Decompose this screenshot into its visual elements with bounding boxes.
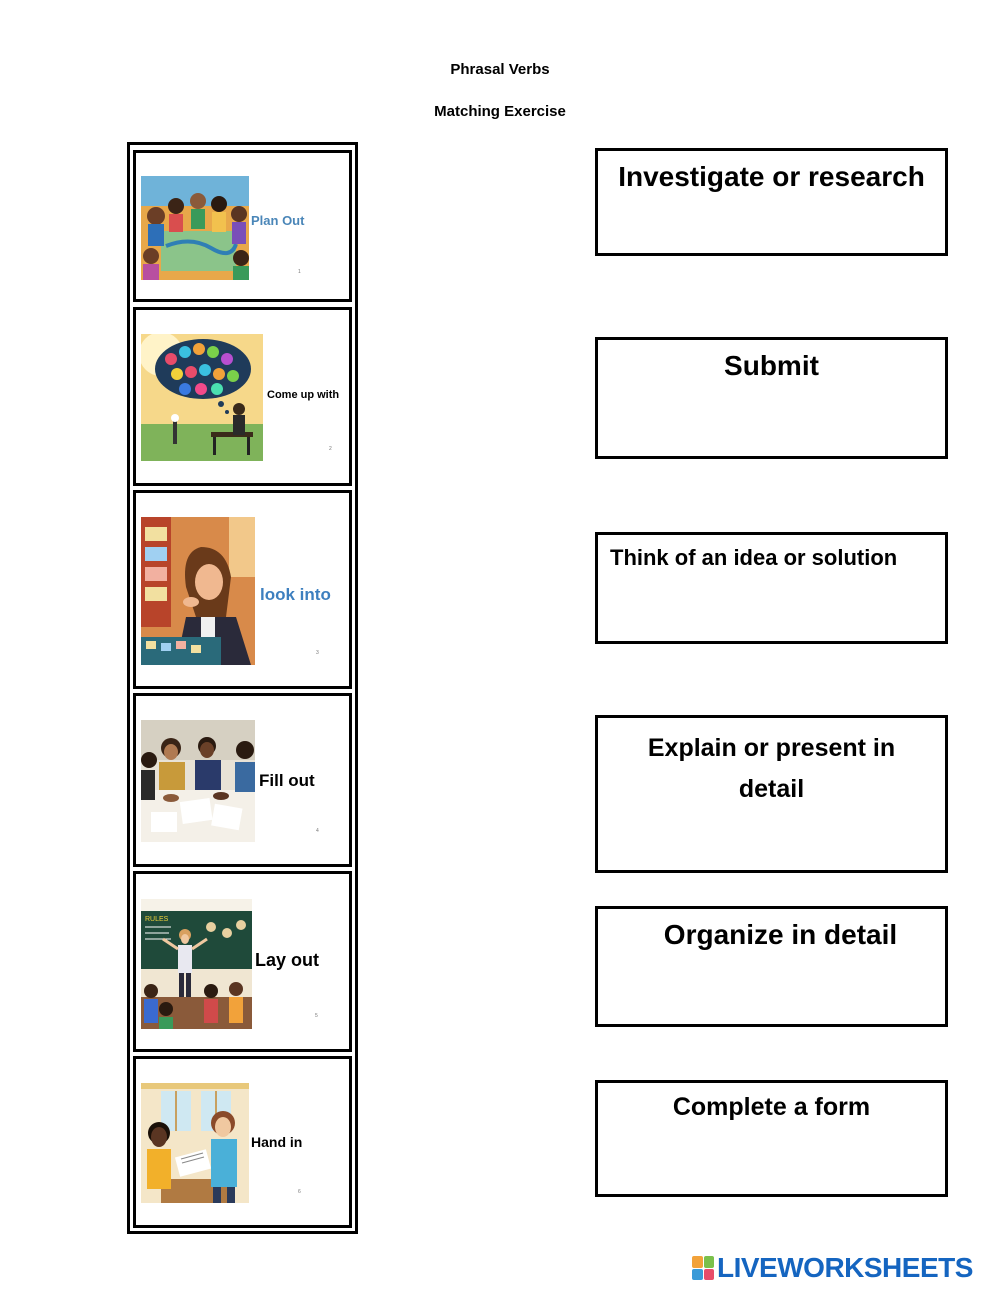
verb-label: Lay out: [255, 950, 320, 970]
card-lay-out[interactable]: [133, 871, 352, 1052]
liveworksheets-logo-icon: [692, 1256, 714, 1280]
verb-label: Hand in: [251, 1134, 303, 1150]
teacher-presenting-illustration: [141, 899, 252, 1029]
definition-text: Investigate or research: [618, 161, 925, 192]
investigating-illustration: [141, 517, 255, 665]
definition-box[interactable]: [595, 337, 948, 459]
brand-wordmark: LIVEWORKSHEETS: [717, 1252, 973, 1283]
verb-label: Come up with: [267, 389, 340, 401]
card-fill-out[interactable]: [133, 693, 352, 867]
definition-box[interactable]: [595, 715, 948, 873]
definition-box[interactable]: [595, 148, 948, 256]
definition-text: Explain or present in detail: [647, 734, 896, 803]
svg-text:RULES: RULES: [145, 916, 169, 923]
card-hand-in[interactable]: [133, 1056, 352, 1228]
definition-box[interactable]: [595, 532, 948, 644]
card-plan-out[interactable]: [133, 150, 352, 302]
definition-box[interactable]: [595, 1080, 948, 1197]
definition-text: Organize in detail: [663, 919, 898, 950]
thinking-illustration: [141, 334, 263, 461]
card-number: 3: [316, 650, 319, 656]
verb-label: Plan Out: [251, 213, 305, 228]
liveworksheets-brand: [692, 1253, 973, 1283]
card-number: 6: [298, 1189, 301, 1195]
definition-box[interactable]: [595, 906, 948, 1027]
handing-in-illustration: [141, 1083, 249, 1203]
definition-text: Think of an idea or solution: [610, 545, 898, 570]
card-number: 4: [316, 828, 319, 834]
verb-label: look into: [260, 585, 331, 604]
definition-text: Submit: [724, 350, 819, 381]
card-number: 1: [298, 269, 301, 275]
card-look-into[interactable]: [133, 490, 352, 689]
verb-label: Fill out: [259, 771, 315, 790]
worksheet-subtitle: Matching Exercise: [434, 103, 566, 120]
card-number: 5: [315, 1013, 318, 1019]
worksheet-title: Phrasal Verbs: [450, 61, 550, 78]
planning-illustration: [141, 176, 249, 280]
card-number: 2: [329, 446, 332, 452]
definition-text: Complete a form: [672, 1093, 871, 1121]
filling-forms-photo: [141, 720, 255, 842]
card-come-up-with[interactable]: [133, 307, 352, 486]
